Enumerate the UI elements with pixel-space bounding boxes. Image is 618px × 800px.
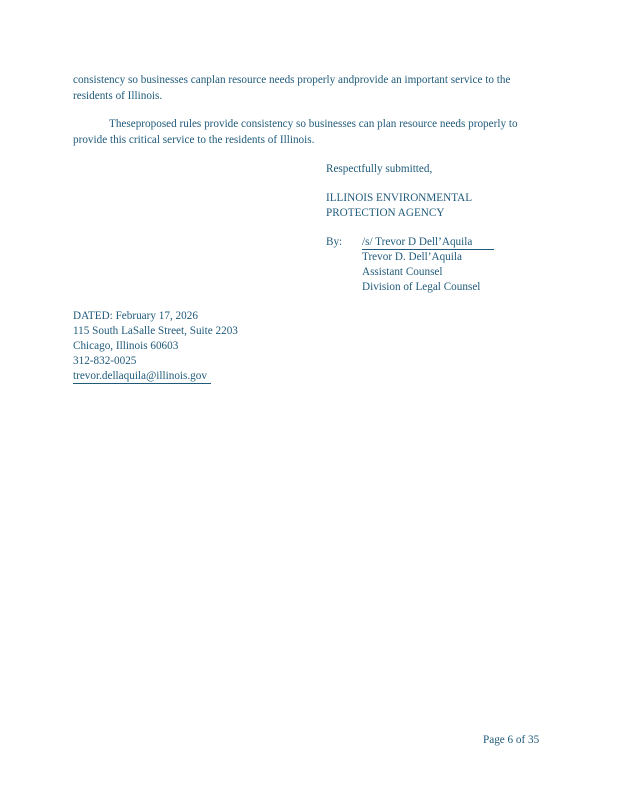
contact-block (73, 309, 238, 384)
page-number: Page 6 of 35 (483, 734, 540, 746)
body-paragraph-1: consistency so businesses canplan resource needs properly andprovide an important service to the residents of Illinois. (73, 74, 511, 102)
by-label: By: (326, 236, 343, 248)
closing-text: Respectfully submitted, (326, 163, 433, 175)
electronic-signature: /s/ Trevor D Dell’Aquila (362, 236, 494, 250)
body-paragraph-2: Theseproposed rules provide consistency so businesses can plan resource needs properly to provide this critical service to the residents of Illinois. (73, 118, 518, 146)
signer-name: Trevor D. Dell’Aquila (362, 251, 462, 263)
agency-name-line-1: ILLINOIS ENVIRONMENTAL (326, 192, 473, 204)
signer-title: Assistant Counsel (362, 266, 443, 278)
phone-number: 312-832-0025 (73, 355, 137, 367)
signature-by-row (326, 235, 566, 295)
signer-details (362, 235, 494, 295)
agency-name (326, 191, 566, 221)
signature-block (326, 162, 566, 295)
email-link[interactable]: trevor.dellaquila@illinois.gov (73, 370, 211, 384)
address-line-2: Chicago, Illinois 60603 (73, 340, 179, 352)
signer-division: Division of Legal Counsel (362, 281, 481, 293)
agency-name-line-2: PROTECTION AGENCY (326, 207, 445, 219)
address-line-1: 115 South LaSalle Street, Suite 2203 (73, 325, 238, 337)
dated-line: DATED: February 17, 2026 (73, 310, 198, 322)
